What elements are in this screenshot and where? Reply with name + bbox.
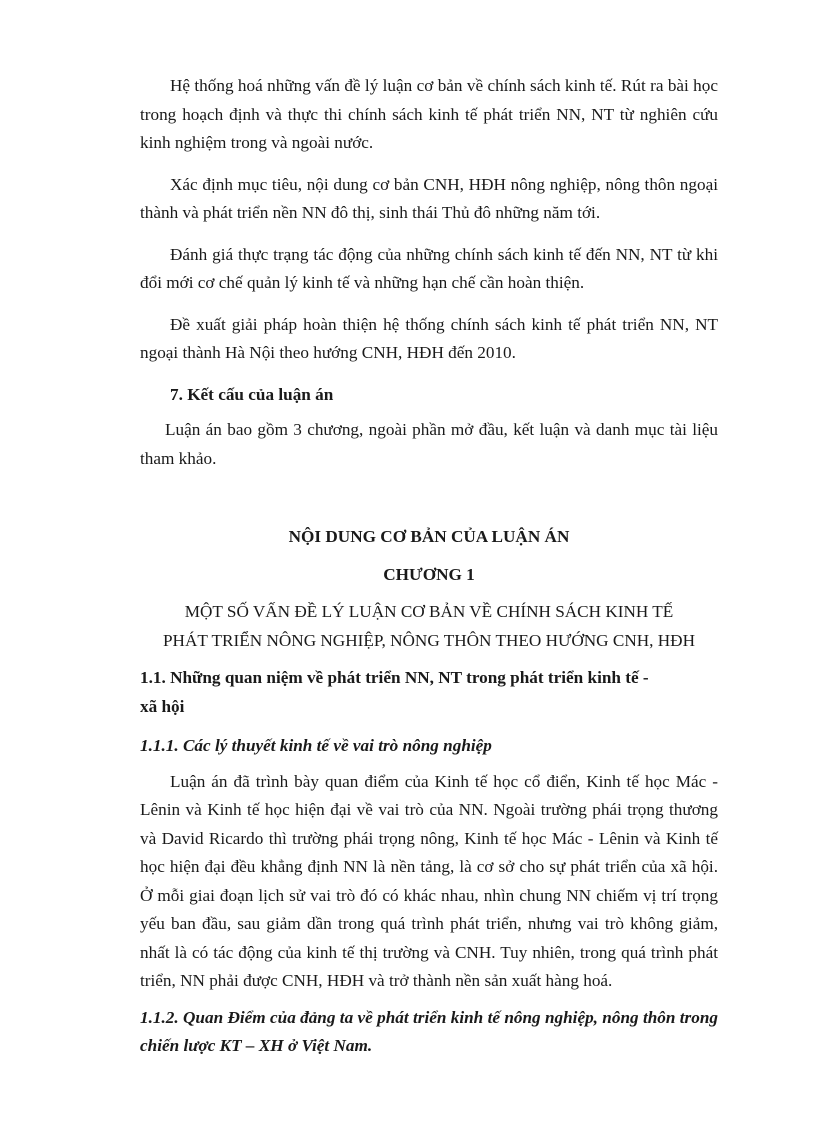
chapter-title-line-1: MỘT SỐ VẤN ĐỀ LÝ LUẬN CƠ BẢN VỀ CHÍNH SÁCH KINH TẾ: [184, 602, 674, 621]
main-title: NỘI DUNG CƠ BẢN CỦA LUẬN ÁN: [288, 527, 570, 546]
chapter-label: CHƯƠNG 1: [383, 564, 475, 584]
section-1-1-heading-line-1: 1.1. Những quan niệm về phát triển NN, NT trong phát triển kinh tế -: [140, 668, 649, 687]
objective-paragraph-3: Đánh giá thực trạng tác động của những chính sách kinh tế đến NN, NT từ khi đổi mới cơ chế quản lý kinh tế và những hạn chế cần hoàn thiện.: [140, 244, 718, 292]
objective-paragraph-2: Xác định mục tiêu, nội dung cơ bản CNH, HĐH nông nghiệp, nông thôn ngoại thành và phát triển nền NN đô thị, sinh thái Thủ đô những năm tới.: [140, 174, 718, 222]
page-content: [140, 72, 718, 1068]
section-7-heading: 7. Kết cấu của luận án: [170, 384, 334, 404]
section-1-1-2-heading: 1.1.2. Quan Điểm của đảng ta về phát triển kinh tế nông nghiệp, nông thôn trong chiến lược KT – XH ở Việt Nam.: [140, 1007, 718, 1055]
objective-paragraph-1: Hệ thống hoá những vấn đề lý luận cơ bản về chính sách kinh tế. Rút ra bài học trong hoạch định và thực thi chính sách kinh tế phát triển NN, NT từ nghiên cứu kinh nghiệm trong và ngoài nước.: [140, 76, 718, 152]
section-7-text: Luận án bao gồm 3 chương, ngoài phần mở đầu, kết luận và danh mục tài liệu tham khảo.: [140, 420, 718, 468]
chapter-title-line-2: PHÁT TRIỂN NÔNG NGHIỆP, NÔNG THÔN THEO HƯỚNG CNH, HĐH: [163, 630, 695, 650]
section-1-1-1-heading: 1.1.1. Các lý thuyết kinh tế về vai trò nông nghiệp: [140, 736, 492, 755]
objective-paragraph-4: Đề xuất giải pháp hoàn thiện hệ thống chính sách kinh tế phát triển NN, NT ngoại thành Hà Nội theo hướng CNH, HĐH đến 2010.: [140, 314, 718, 362]
section-1-1-heading-line-2: xã hội: [140, 696, 185, 716]
section-1-1-heading: [140, 664, 718, 721]
section-1-1-1-text: Luận án đã trình bày quan điểm của Kinh tế học cổ điển, Kinh tế học Mác - Lênin và Kinh tế học hiện đại về vai trò của NN. Ngoài trường phái trọng thương và David Ricardo thì trường phái trọng nông, Kinh tế học Mác - Lênin và Kinh tế học hiện đại đều khẳng định NN là nền tảng, là cơ sở cho sự phát triển của xã hội. Ở mỗi giai đoạn lịch sử vai trò đó có khác nhau, nhìn chung NN chiếm vị trí trọng yếu ban đầu, sau giảm dần trong quá trình phát triển, nhưng vai trò không giảm, nhất là có tác động của kinh tế thị trường và CNH. Tuy nhiên, trong quá trình phát triển, NN phải được CNH, HĐH và trở thành nền sản xuất hàng hoá.: [140, 771, 718, 990]
